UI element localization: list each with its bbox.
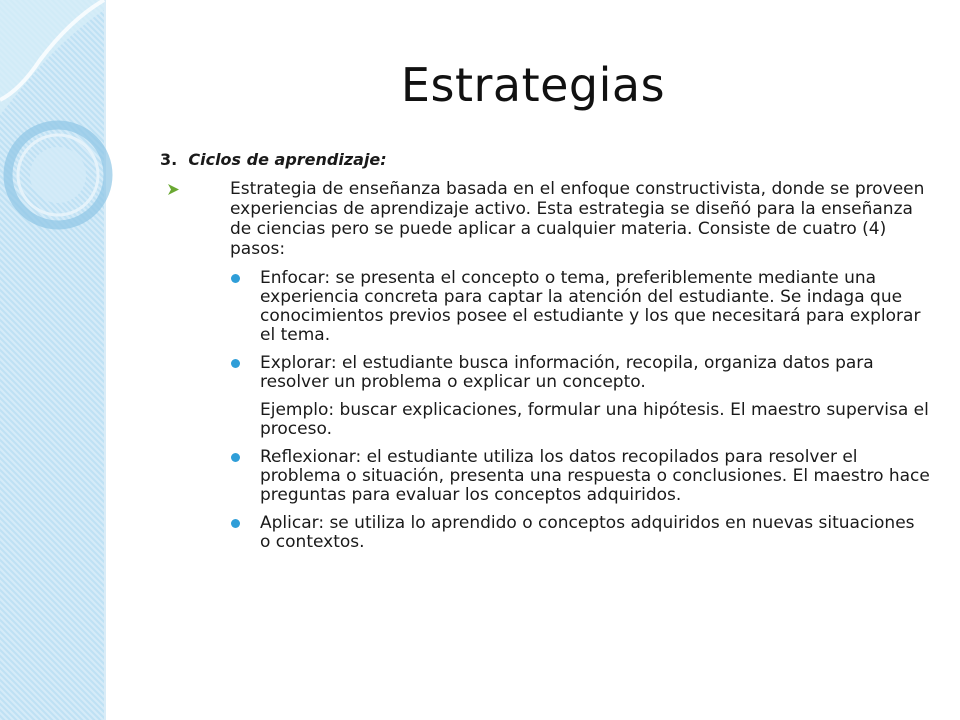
intro-text: Estrategia de enseñanza basada en el enfoque constructivista, donde se proveen experiencias de aprendizaje activo. Esta estrategia se diseñó para la enseñanza de ciencias pero se puede aplicar a cualquier materia. Consiste de cuatro (4) pasos: xyxy=(230,179,925,259)
step-text: Aplicar: se utiliza lo aprendido o conceptos adquiridos en nuevas situaciones o contextos. xyxy=(260,513,915,552)
arrowhead-bullet-icon xyxy=(168,184,179,195)
section-number: 3. xyxy=(160,150,178,169)
round-bullet-icon xyxy=(231,519,240,528)
example-text: Ejemplo: buscar explicaciones, formular una hipótesis. El maestro supervisa el proceso. xyxy=(260,400,929,439)
round-bullet-icon xyxy=(231,274,240,283)
round-bullet-icon xyxy=(231,359,240,368)
section-heading xyxy=(160,150,930,169)
slide-title: Estrategias xyxy=(400,58,666,112)
step-text: Reflexionar: el estudiante utiliza los datos recopilados para resolver el problema o situación, presenta una respuesta o conclusiones. El maestro hace preguntas para evaluar los conceptos adquiridos. xyxy=(260,447,930,505)
list-item xyxy=(160,354,930,392)
step-text: Explorar: el estudiante busca información, recopila, organiza datos para resolver un problema o explicar un concepto. xyxy=(260,353,874,392)
round-bullet-icon xyxy=(231,453,240,462)
list-item xyxy=(160,269,930,345)
section-label: Ciclos de aprendizaje: xyxy=(188,150,387,169)
decorative-rings xyxy=(0,0,130,260)
step-text: Enfocar: se presenta el concepto o tema, preferiblemente mediante una experiencia concreta para captar la atención del estudiante. Se indaga que conocimientos previos posee el estudiante y los que necesitará para explorar el tema. xyxy=(260,268,921,345)
intro-item xyxy=(160,179,930,259)
list-item xyxy=(160,514,930,552)
list-item xyxy=(160,448,930,505)
slide-content xyxy=(160,150,930,561)
